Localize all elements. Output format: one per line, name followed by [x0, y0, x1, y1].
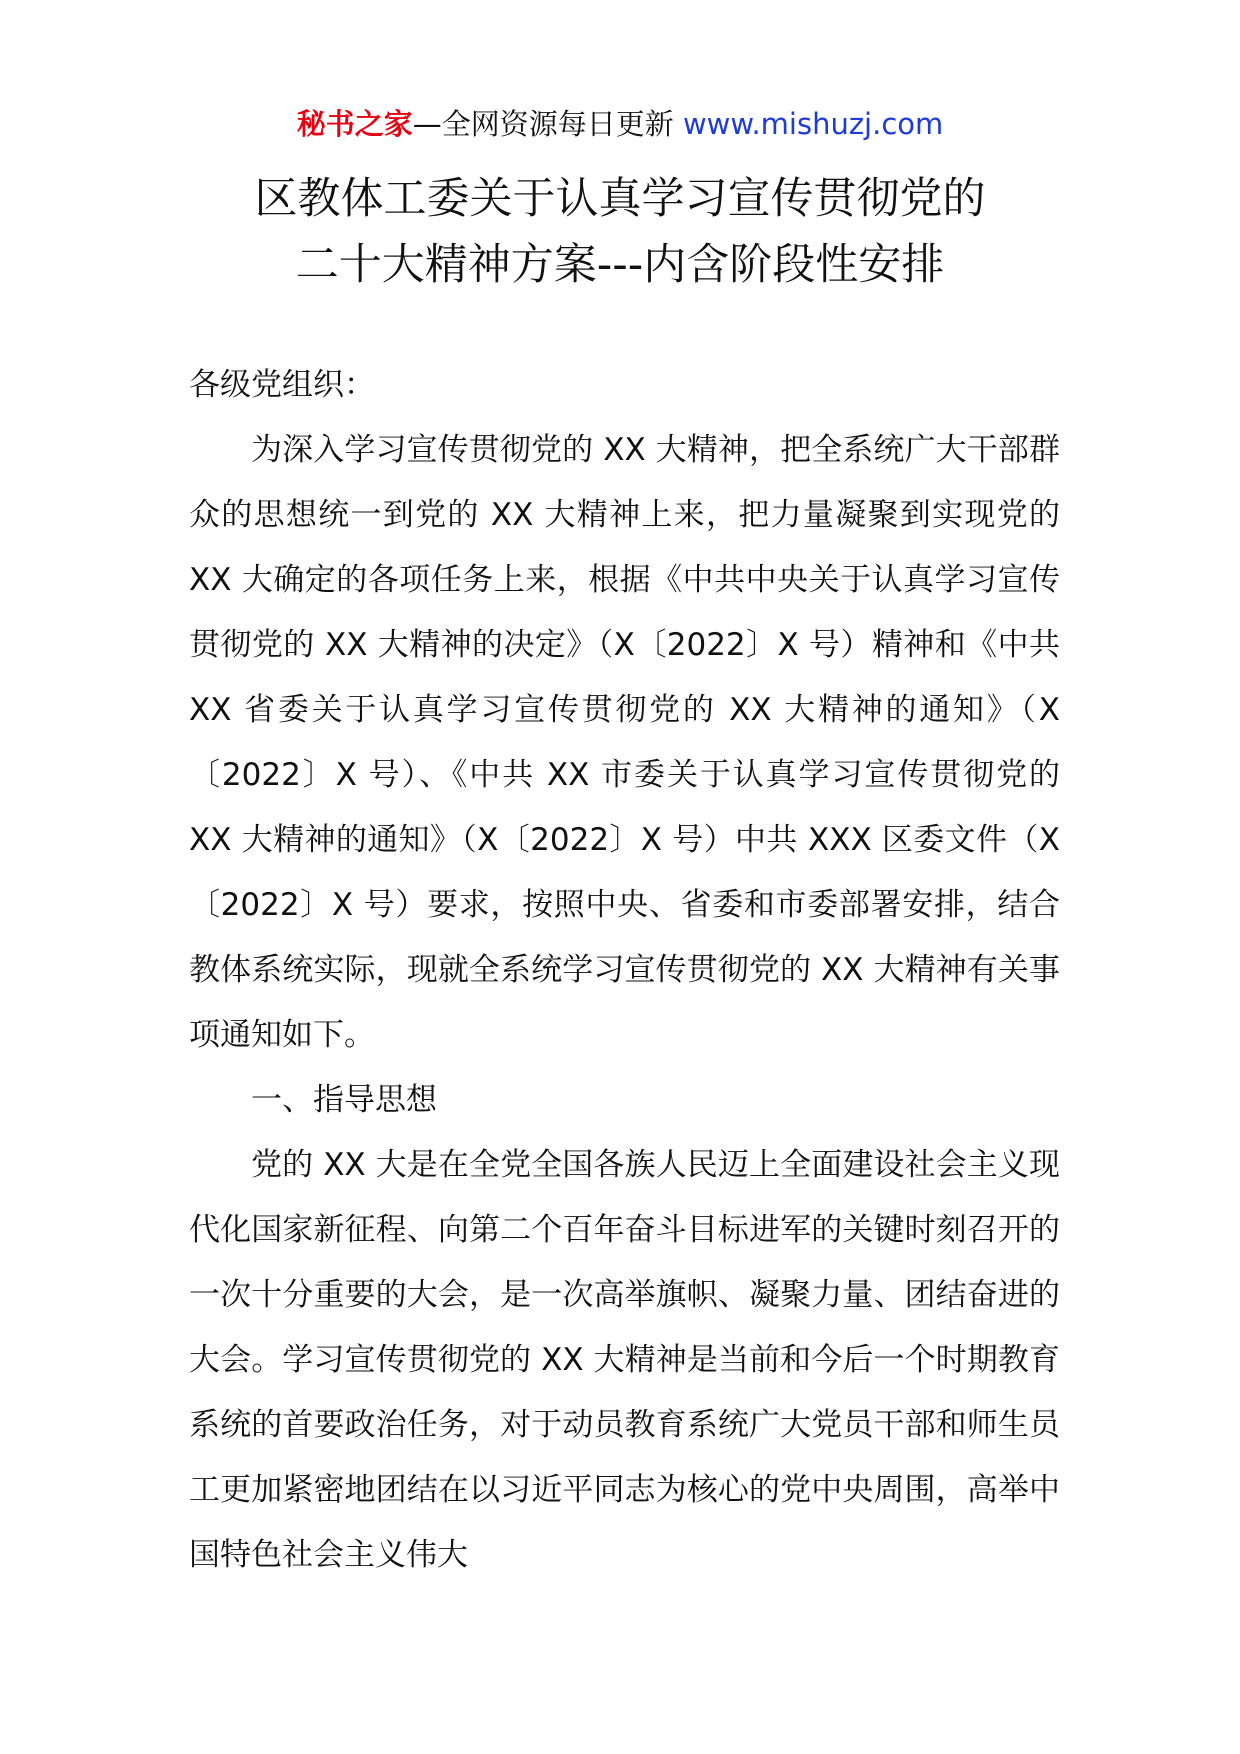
section-heading-guiding-ideology: 一、指导思想 [251, 1082, 437, 1118]
salutation: 各级党组织： [189, 367, 375, 403]
site-header [0, 104, 1240, 144]
site-url-link[interactable]: www.mishuzj.com [682, 107, 944, 141]
paragraph-intro: 为深入学习宣传贯彻党的 XX 大精神，把全系统广大干部群众的思想统一到党的 XX 大精神上来，把力量凝聚到实现党的 XX 大确定的各项任务上来，根据《中共中央关于认真学习宣传贯彻党的 XX 大精神的决定》（X〔2022〕X 号）精神和《中共 XX 省委关于认真学习宣传贯彻党的 XX 大精神的通知》（X〔2022〕X 号）、《中共 XX 市委关于认真学习宣传贯彻党的 XX 大精神的通知》（X〔2022〕X 号）中共 XXX 区委文件（X〔2022〕X 号）要求，按照中央、省委和市委部署安排，结合教体系统实际，现就全系统学习宣传贯彻党的 XX 大精神有关事项通知如下。 [189, 432, 1060, 1053]
document-title [0, 166, 1240, 298]
title-line-1: 区教体工委关于认真学习宣传贯彻党的 [254, 174, 986, 224]
paragraph-guiding-ideology: 党的 XX 大是在全党全国各族人民迈上全面建设社会主义现代化国家新征程、向第二个百年奋斗目标进军的关键时刻召开的一次十分重要的大会，是一次高举旗帜、凝聚力量、团结奋进的大会。学习宣传贯彻党的 XX 大精神是当前和今后一个时期教育系统的首要政治任务，对于动员教育系统广大党员干部和师生员工更加紧密地团结在以习近平同志为核心的党中央周围，高举中国特色社会主义伟大 [189, 1147, 1060, 1573]
document-body [189, 353, 1060, 1588]
site-name: 秘书之家 [296, 107, 413, 141]
site-slogan: —全网资源每日更新 [412, 107, 674, 141]
title-line-2: 二十大精神方案---内含阶段性安排 [295, 240, 945, 290]
